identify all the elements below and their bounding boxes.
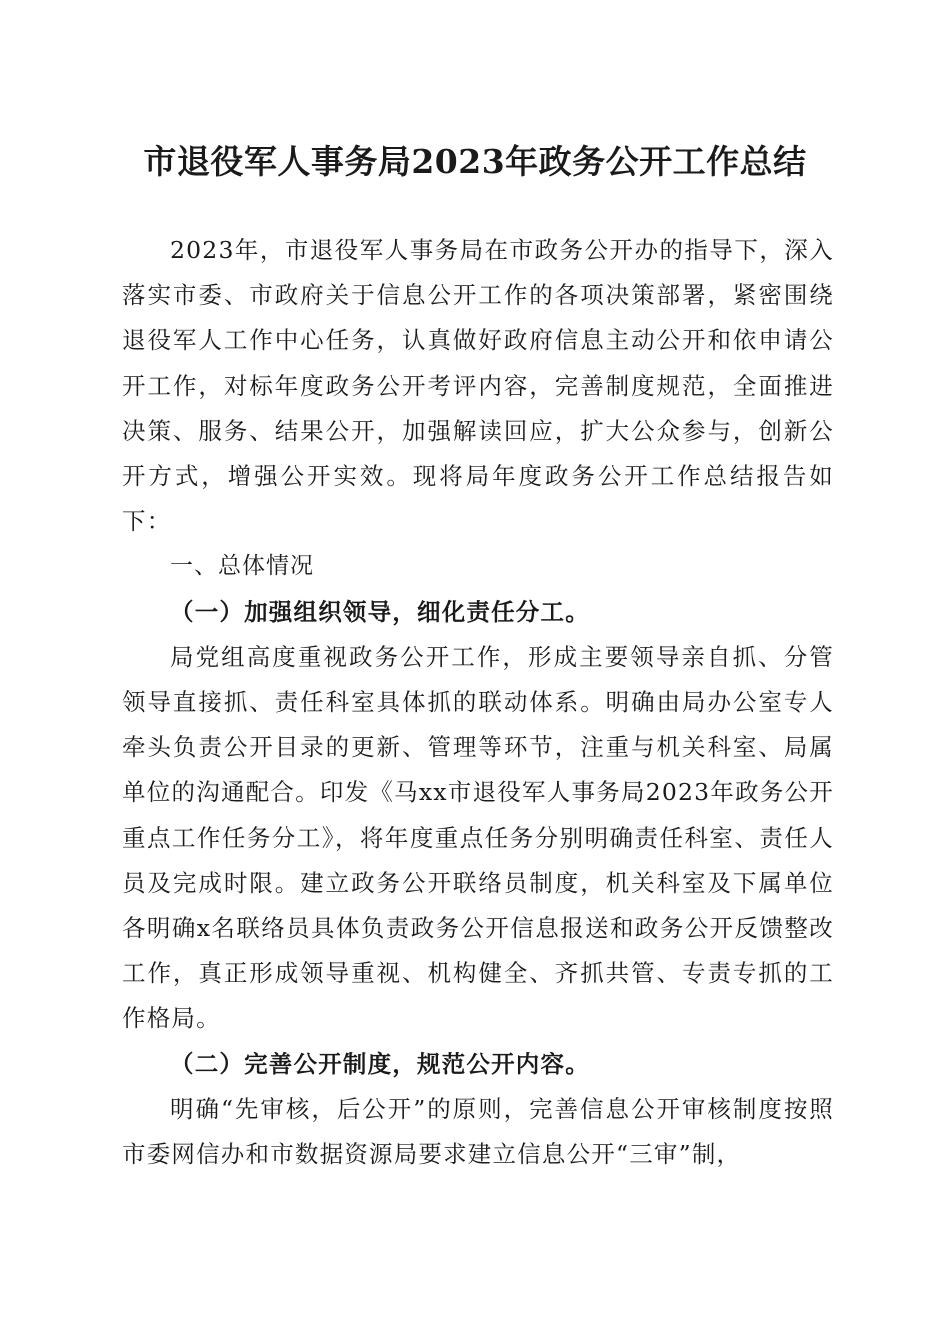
- document-body: [122, 228, 834, 1177]
- section-heading-overall: 一、总体情况: [170, 553, 314, 580]
- subsection-heading-system: （二）完善公开制度，规范公开内容。: [170, 1049, 590, 1078]
- subsection-paragraph-system: 明确“先审核，后公开”的原则，完善信息公开审核制度按照市委网信办和市数据资源局要求建立信息公开“三审”制，: [122, 1094, 834, 1169]
- intro-paragraph: 2023年，市退役军人事务局在市政务公开办的指导下，深入落实市委、市政府关于信息公开工作的各项决策部署，紧密围绕退役军人工作中心任务，认真做好政府信息主动公开和依申请公开工作，对标年度政务公开考评内容，完善制度规范，全面推进决策、服务、结果公开，加强解读回应，扩大公众参与，创新公开方式，增强公开实效。现将局年度政务公开工作总结报告如下：: [122, 236, 834, 536]
- subsection-paragraph-organization: 局党组高度重视政务公开工作，形成主要领导亲自抓、分管领导直接抓、责任科室具体抓的联动体系。明确由局办公室专人牵头负责公开目录的更新、管理等环节，注重与机关科室、局属单位的沟通配合。印发《马xx市退役军人事务局2023年政务公开重点工作任务分工》，将年度重点任务分别明确责任科室、责任人员及完成时限。建立政务公开联络员制度，机关科室及下属单位各明确x名联络员具体负责政务公开信息报送和政务公开反馈整改工作，真正形成领导重视、机构健全、齐抓共管、专责专抓的工作格局。: [122, 642, 834, 1033]
- subsection-heading-organization: （一）加强组织领导，细化责任分工。: [170, 597, 590, 626]
- document-title: 市退役军人事务局2023年政务公开工作总结: [143, 142, 807, 181]
